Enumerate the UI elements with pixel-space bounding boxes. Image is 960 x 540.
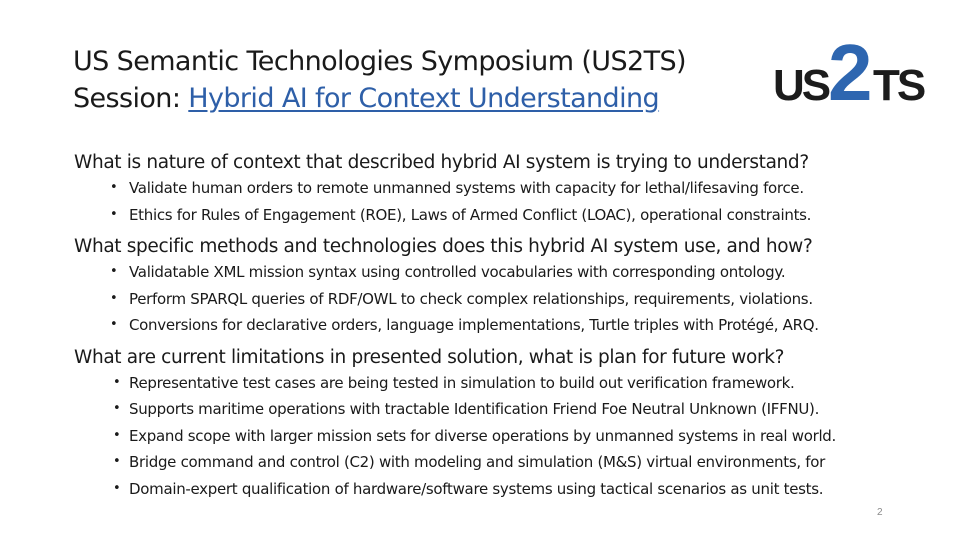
bullet-text: Domain-expert qualification of hardware/software systems using tactical scenarios as unit tests.: [129, 479, 824, 498]
bullet-item: [74, 396, 954, 423]
bullet-text: Representative test cases are being tested in simulation to build out verification framework.: [129, 373, 795, 392]
bullet-dot-icon: •: [110, 264, 118, 279]
bullet-list: [74, 370, 954, 503]
us2ts-logo: [773, 26, 925, 106]
logo-text-right: TS: [873, 61, 924, 106]
bullet-item: [74, 175, 954, 202]
logo-text-num: 2: [828, 28, 871, 106]
title-line-2: [73, 80, 686, 117]
bullet-item: [74, 370, 954, 397]
bullet-item: [74, 423, 954, 450]
bullet-text: Validate human orders to remote unmanned systems with capacity for lethal/lifesaving force.: [129, 179, 804, 197]
title-prefix: Session:: [73, 83, 189, 114]
bullet-dot-icon: •: [110, 206, 118, 222]
bullet-item: [74, 202, 954, 229]
bullet-item: [74, 449, 954, 476]
bullet-dot-icon: •: [113, 374, 121, 390]
bullet-item: [74, 286, 954, 313]
bullet-text: Supports maritime operations with tractable Identification Friend Foe Neutral Unknown (IFFNU).: [129, 400, 820, 418]
bullet-dot-icon: •: [110, 290, 118, 306]
section-context: [74, 150, 954, 228]
bullet-dot-icon: •: [113, 480, 121, 496]
bullet-text: Perform SPARQL queries of RDF/OWL to check complex relationships, requirements, violations.: [129, 289, 813, 308]
slide-title: [73, 43, 686, 117]
bullet-text: Validatable XML mission syntax using controlled vocabularies with corresponding ontology.: [129, 263, 786, 281]
bullet-text: Conversions for declarative orders, language implementations, Turtle triples with Protégé, ARQ.: [129, 316, 819, 334]
page-number: 2: [877, 507, 883, 518]
section-methods: [74, 234, 954, 339]
section-limitations: [74, 345, 954, 503]
bullet-text: Bridge command and control (C2) with modeling and simulation (M&S) virtual environments, for: [129, 453, 826, 471]
bullet-item: [74, 259, 954, 286]
bullet-dot-icon: •: [110, 317, 118, 332]
bullet-text: Expand scope with larger mission sets for diverse operations by unmanned systems in real world.: [129, 426, 836, 445]
question-text: What are current limitations in presented solution, what is plan for future work?: [74, 346, 785, 368]
slide-content: [74, 150, 954, 502]
bullet-dot-icon: •: [113, 427, 121, 443]
bullet-dot-icon: •: [113, 401, 121, 416]
logo-text-left: US: [773, 61, 829, 106]
session-link[interactable]: Hybrid AI for Context Understanding: [188, 83, 660, 114]
bullet-list: [74, 175, 954, 228]
bullet-dot-icon: •: [110, 180, 118, 195]
title-line-1: US Semantic Technologies Symposium (US2TS): [73, 46, 686, 77]
question-text: What is nature of context that described hybrid AI system is trying to understand?: [74, 152, 809, 173]
question-text: What specific methods and technologies does this hybrid AI system use, and how?: [74, 236, 813, 257]
bullet-list: [74, 259, 954, 339]
bullet-dot-icon: •: [113, 454, 121, 469]
bullet-item: [74, 312, 954, 339]
bullet-item: [74, 476, 954, 503]
bullet-text: Ethics for Rules of Engagement (ROE), Laws of Armed Conflict (LOAC), operational constraints.: [129, 205, 812, 224]
